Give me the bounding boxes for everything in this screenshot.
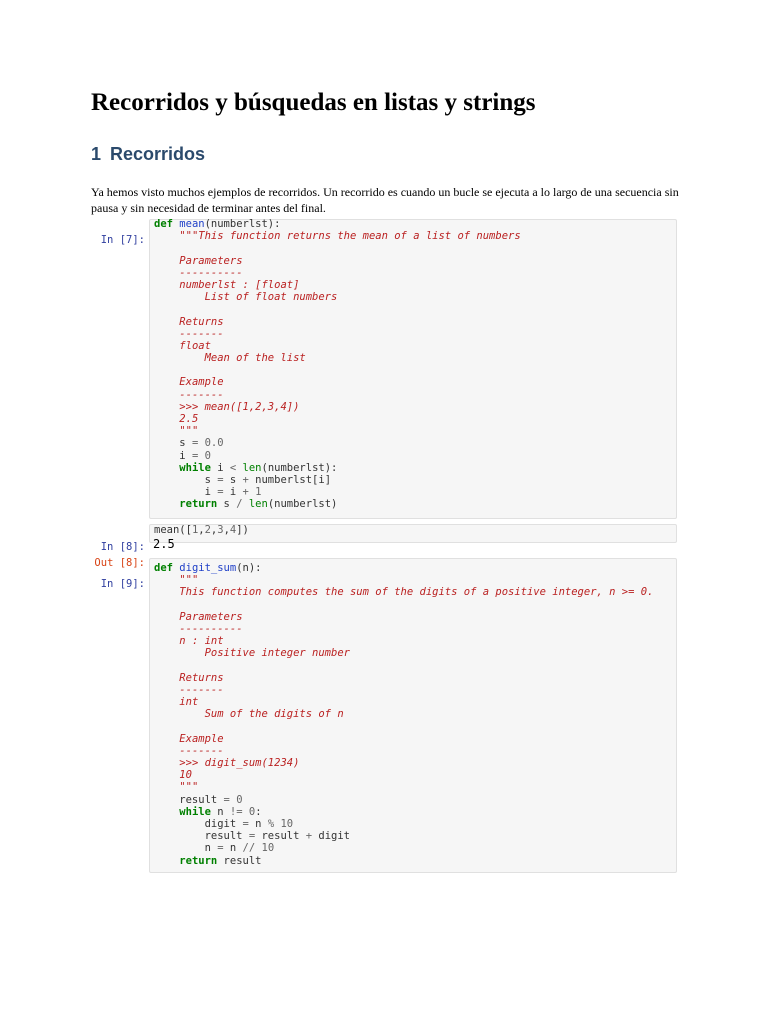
document-title: Recorridos y búsquedas en listas y strings [91,89,536,116]
code-line: Mean of the list [204,352,306,365]
code-line: ------- [179,683,224,696]
code-line: >>> mean([1,2,3,4]) [179,400,300,413]
code-line: s = s + numberlst[i] [154,473,332,486]
code-line: This function computes the sum of the digits of a positive integer, n >= 0. [179,586,654,599]
code-line: ---------- [179,622,243,635]
code-line: Example [179,732,224,745]
code-line: """ [179,574,199,587]
code-line: return s / len(numberlst) [179,498,338,511]
code-line: result = result + digit [154,830,350,843]
code-line: int [179,696,199,709]
code-line: digit = n % 10 [154,817,294,830]
code-line: Positive integer number [204,647,350,660]
code-line: Parameters [179,254,243,267]
section-title: Recorridos [110,144,206,164]
code-line: """ [179,425,199,438]
code-line: while i < len(numberlst): [179,461,338,474]
code-line: """This function returns the mean of a list of numbers [179,230,521,243]
code-line: >>> digit_sum(1234) [179,757,300,769]
input-prompt-7: In [7]: [100,234,145,246]
code-line: 10 [179,769,192,782]
code-line: n : int [179,635,224,648]
code-line: numberlst : [float] [179,278,300,291]
code-mean-call [154,524,249,536]
code-line: ------- [179,744,224,757]
output-prompt-8: Out [8]: [94,557,145,569]
code-line [154,720,653,732]
code-line [154,364,521,376]
code-line: s = 0.0 [154,437,224,450]
code-line: ------- [179,327,224,340]
code-line: return result [179,854,262,867]
code-line: 2.5 [179,413,199,425]
code-line: while n != 0: [179,805,262,818]
code-line: """ [179,781,199,794]
code-line: i = 0 [154,449,211,462]
code-mean-function [154,218,521,511]
code-line [154,242,521,254]
code-line: List of float numbers [204,291,338,304]
code-line: Example [179,376,224,389]
code-line: mean([1,2,3,4]) [154,524,249,536]
code-line: i = i + 1 [154,486,262,499]
section-number: 1 [91,144,102,164]
code-line: n = n // 10 [154,842,275,855]
code-line: Returns [179,315,224,328]
code-line [154,303,521,315]
code-line: def digit_sum(n): [154,562,262,574]
code-line: result = 0 [154,793,243,806]
input-prompt-9: In [9]: [100,578,145,590]
code-line: def mean(numberlst): [154,218,281,230]
input-prompt-8: In [8]: [100,541,145,553]
code-line [154,660,653,672]
code-line: float [179,339,211,352]
code-line: Sum of the digits of n [204,708,344,721]
intro-paragraph: Ya hemos visto muchos ejemplos de recorridos. Un recorrido es cuando un bucle se ejecuta a lo largo de una secuencia sin pausa y sin necesidad de terminar antes del final. [91,185,679,215]
output-value-8: 2.5 [153,537,175,551]
code-line [154,599,653,611]
section-heading [91,142,205,166]
code-digit-sum-function [154,562,653,867]
code-line: ---------- [179,266,243,279]
code-line: ------- [179,388,224,401]
code-line: Returns [179,671,224,684]
code-line: Parameters [179,610,243,623]
